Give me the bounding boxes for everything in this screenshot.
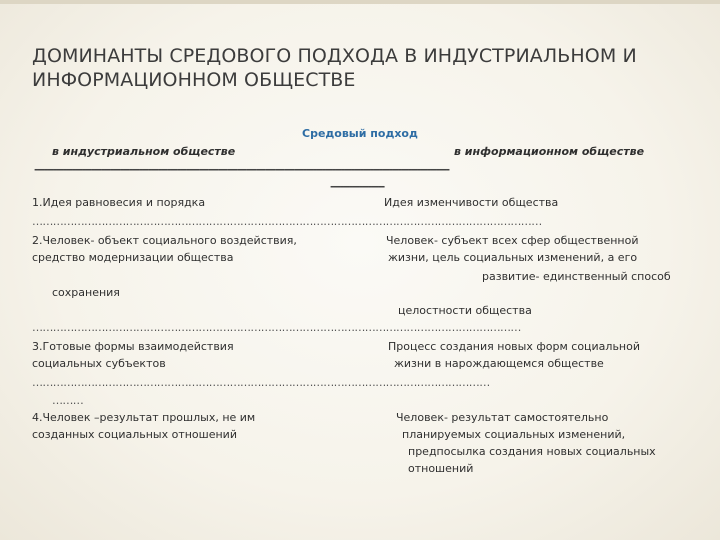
slide-title <box>32 44 692 92</box>
row-2-right-2: жизни, цель социальных изменений, а его <box>388 251 638 264</box>
row-2-left-1: 2.Человек- объект социального воздействия, <box>32 234 297 247</box>
row-1-left: 1.Идея равновесия и порядка <box>32 196 206 209</box>
row-4-right-1: Человек- результат самостоятельно <box>396 411 609 424</box>
column-header-information: в информационном обществе <box>454 145 645 158</box>
separator-dashes: ----------------------------------------------------------------------------------------------------------------------------------- <box>34 163 449 176</box>
separator-dashes-short: ----------------- <box>330 180 384 193</box>
separator-dots: ………………………………………………………………………………………………………………………………… <box>32 215 542 228</box>
row-3-left-1: 3.Готовые формы взаимодействия <box>32 340 234 353</box>
row-2-right-1: Человек- субъект всех сфер общественной <box>386 234 639 247</box>
title-line-2: ИНФОРМАЦИОННОМ ОБЩЕСТВЕ <box>32 69 356 91</box>
row-4-right-2: планируемых социальных изменений, <box>402 428 626 441</box>
row-2-right-3: развитие- единственный способ <box>482 270 671 283</box>
row-1-right: Идея изменчивости общества <box>384 196 559 209</box>
title-line-1: ДОМИНАНТЫ СРЕДОВОГО ПОДХОДА В ИНДУСТРИАЛЬНОМ И <box>32 45 637 67</box>
row-4-left-1: 4.Человек –результат прошлых, не им <box>32 411 256 424</box>
separator-dots: …………………………………………………………………………………………………………………………… <box>32 321 521 334</box>
row-4-right-4: отношений <box>408 462 474 475</box>
row-4-left-2: созданных социальных отношений <box>32 428 237 441</box>
row-3-right-2: жизни в нарождающемся обществе <box>394 357 604 370</box>
row-3-left-2: социальных субъектов <box>32 357 166 370</box>
row-3-right-1: Процесс создания новых форм социальной <box>388 340 641 353</box>
separator-dots: …………………………………………………………………………………………………………………… <box>32 376 490 389</box>
row-2-left-3: сохранения <box>52 286 120 299</box>
separator-dots-short: ……… <box>52 394 84 407</box>
column-header-industrial: в индустриальном обществе <box>52 145 236 158</box>
row-2-left-2: средство модернизации общества <box>32 251 234 264</box>
top-stripe <box>0 0 720 4</box>
row-2-right-4: целостности общества <box>398 304 532 317</box>
row-4-right-3: предпосылка создания новых социальных <box>408 445 656 458</box>
section-heading: Средовый подход <box>302 127 418 140</box>
